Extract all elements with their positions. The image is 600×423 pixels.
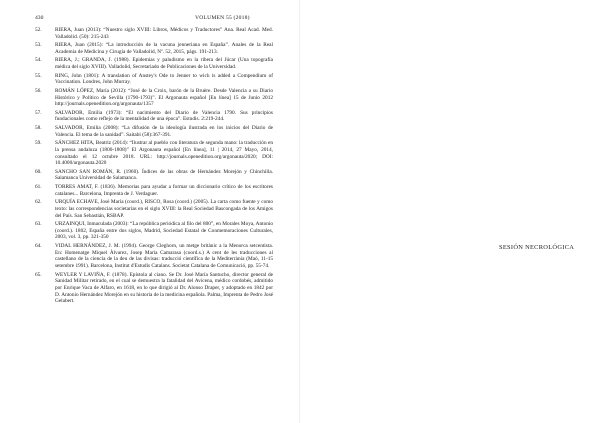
- reference-number: 55.: [35, 72, 42, 79]
- page-number: 430: [35, 15, 44, 21]
- reference-item: [35, 140, 273, 167]
- section-title: SESIÓN NECROLÓGICA: [499, 244, 575, 251]
- running-head: VOLUMEN 55 (2018): [195, 15, 250, 21]
- reference-item: [35, 221, 273, 241]
- reference-number: 57.: [35, 109, 42, 116]
- reference-number: 54.: [35, 57, 42, 64]
- reference-number: 65.: [35, 271, 42, 278]
- reference-text: RIERA, Juan (2013): “Nuestro siglo XVIII: Libros, Médicos y Traductores” Ana. Real Acad. Med. Valladolid. (50): 215-243: [55, 27, 273, 40]
- reference-number: 59.: [35, 140, 42, 147]
- reference-number: 62.: [35, 199, 42, 206]
- reference-item: [35, 110, 273, 123]
- reference-text: WEYLER Y LAVIÑA, F. (1878). Epístola al ciano. Se Dr. José María Santucho, director general de Sanidad Militar retirado, en el cual se demuestra la fatalidad del Avicena, médico cordobés, admitido por Enrique Vaca de Alfaro, en 1618, en lo que dirigió al Dr. Alonso Draper, y adoptado en 1842 por D. Antonio Hernández Morejón en su historia de la medicina española. Palma, Imprenta de Pedro José Gelabert.: [55, 271, 273, 305]
- reference-item: [35, 272, 273, 306]
- reference-number: 60.: [35, 168, 42, 175]
- reference-item: [35, 243, 273, 270]
- reference-number: 56.: [35, 87, 42, 94]
- right-page: [300, 0, 600, 423]
- reference-text: SALVADOR, Emilia (2008): “La difusión de la ideología ilustrada en los inicios del Diario de Valencia. El tema de la sanidad”. Saitabi (58):367-391.: [55, 124, 273, 138]
- reference-item: [35, 125, 273, 138]
- reference-item: [35, 42, 273, 55]
- reference-text: SALVADOR, Emilia (1973): “El nacimiento del Diario de Valencia 1790. Sus principios fundacionales como reflejo de la mentalidad de una época”. Estudis. 2:219-244.: [55, 109, 273, 123]
- reference-text: VIDAL HERNÁNDEZ, J. M. (1994). George Cleghorn, un metge britànic a la Menorca setcentista. En: Homenatge Miquel Àlvarez, Josep Maria Camarasa (coord.s.) A cent de les traducciones al castellano de la ciencia de la deu de las divisas: traducció científica de la Mediterrània (Maó, 11-15 setembre 1991). Barcelona, Institut d'Estudis Catalans. Societat Catalana de Comunicació, pp. 55-74.: [55, 242, 273, 270]
- reference-text: RING, John (1801): A translation of Anstey's Ode to Jenner to wich is added a Compendium of Vaccination. Londres, John Murray.: [55, 72, 273, 86]
- reference-text: SANCHO SAN ROMÁN, R. (1960). Índices de las obras de Hernández Morejón y Chinchilla. Salamanca Universidad de Salamanca.: [55, 168, 273, 182]
- reference-text: RIERA, Juan (2015): “La introducción de la vacuna jenneriana en España”. Anales de la Real Academia de Medicina y Cirugía de Valladolid, Nº. 52, 2015, págs. 191-213.: [55, 42, 273, 55]
- reference-item: [35, 184, 273, 197]
- reference-list: [35, 27, 273, 307]
- reference-text: ROMÁN LÓPEZ, María (2012): “José de la Croix, barón de la Bruère. Desde Valencia a su Diario Histórico y Político de Sevilla (1790-1793)”. El Argonauta español [En línea] 15 de Junio 2012 http://journals.openedition.org/argonauta/1357: [55, 87, 273, 108]
- reference-number: 58.: [35, 124, 42, 131]
- reference-number: 52.: [35, 27, 42, 33]
- reference-text: SÁNCHEZ HITA, Beatriz (2014): “Ilustrar al pueblo con literatura de segunda mano: la traducción en la prensa andaluza (1800-1808)” El Argonauta español [En línea], 11 | 2014, 27 Mayo, 2014, consultado el 12 octubre 2018. URL: http://journals.openedition.org/argonauta/2020; DOI: 10.4000/argonauta.2020: [55, 140, 273, 167]
- reference-item: [35, 169, 273, 182]
- reference-item: [35, 88, 273, 108]
- reference-number: 63.: [35, 221, 42, 228]
- reference-number: 61.: [35, 183, 42, 190]
- reference-text: RIERA, J.; GRANDA, J. (1988). Epidemias y paludismo en la ribera del Júcar (Una topografía médica del siglo XVIII). Valladolid, Secretariado de Publicaciones de la Universidad.: [55, 57, 273, 71]
- reference-item: [35, 73, 273, 86]
- reference-text: TORRES AMAT, F. (1836). Memorias para ayudar a formar un diccionario crítico de los escritores catalanes... Barcelona, Imprenta de J. Verdaguer.: [55, 183, 273, 197]
- reference-number: 64.: [35, 242, 42, 249]
- reference-number: 53.: [35, 42, 42, 49]
- reference-item: [35, 27, 273, 40]
- reference-item: [35, 57, 273, 70]
- reference-text: URQUÍA ECHAVE, José María (coord.), RISCO, Rosa (coord.) (2005). La carta como fuente y como texto: las correspondencias societarias en el siglo XVIII: la Real Sociedad Bascongada de los Amigos del País. San Sebastián, RSBAP.: [55, 199, 273, 219]
- reference-text: URZAINQUI, Inmaculada (2003): “La república periódica al filo del 800”, en Morales Moya, Antonio (coord.). 1802, España entre dos siglos, Madrid, Sociedad Estatal de Conmemoraciones Culturales, 2003, vol. 3, pp. 321-350: [55, 221, 273, 241]
- reference-item: [35, 199, 273, 219]
